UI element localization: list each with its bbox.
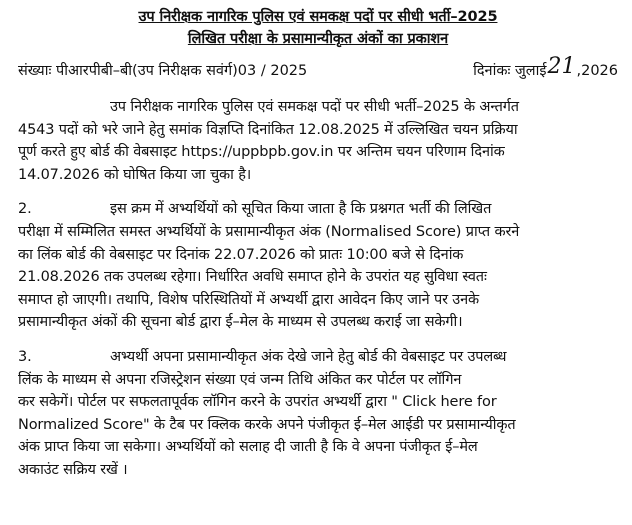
notice-meta — [18, 54, 618, 82]
paragraph-number: 2. — [18, 201, 32, 218]
paragraph-line: अकाउंट सक्रिय रखें । — [18, 461, 128, 478]
date-year: ,2026 — [576, 63, 618, 79]
handwritten-day: 21 — [547, 54, 576, 79]
paragraph-line: पूर्ण करते हुए बोर्ड की वेबसाइट https://uppbpb.gov.in पर अन्तिम चयन परिणाम दिनांक — [18, 144, 505, 161]
paragraph-line: उप निरीक्षक नागरिक पुलिस एवं समकक्ष पदों पर सीधी भर्ती–2025 के अन्तर्गत — [110, 99, 519, 115]
notice-date — [473, 54, 618, 82]
paragraph-number: 3. — [18, 348, 32, 365]
paragraph-line: परीक्षा में सम्मिलित समस्त अभ्यर्थियों के प्रसामान्यीकृत अंक (Normalised Score) प्राप्त करने — [18, 223, 520, 240]
paragraph-3 — [18, 346, 618, 482]
paragraph-line: प्रसामान्यीकृत अंकों की सूचना बोर्ड द्वारा ई–मेल के माध्यम से उपलब्ध कराई जा सकेगी। — [18, 314, 463, 331]
paragraph-2 — [18, 198, 618, 334]
paragraph-line: 21.08.2026 तक उपलब्ध रहेगा। निर्धारित अवधि समाप्त होने के उपरांत यह सुविधा स्वतः — [18, 269, 487, 286]
notice-title-line-1: उप निरीक्षक नागरिक पुलिस एवं समकक्ष पदों पर सीधी भर्ती–2025 — [138, 9, 498, 25]
paragraph-line: 4543 पदों को भरे जाने हेतु समांक विज्ञप्ति दिनांकित 12.08.2025 में उल्लिखित चयन प्रक्रिया — [18, 121, 518, 138]
paragraph-line: समाप्त हो जाएगी। तथापि, विशेष परिस्थितियों में अभ्यर्थी द्वारा आवेदन किए जाने पर उनके — [18, 291, 479, 308]
paragraph-line: अभ्यर्थी अपना प्रसामान्यीकृत अंक देखे जाने हेतु बोर्ड की वेबसाइट पर उपलब्ध — [110, 348, 507, 365]
paragraph-line: Normalized Score" के टैब पर क्लिक करके अपने पंजीकृत ई–मेल आईडी पर प्रसामान्यीकृत — [18, 416, 516, 433]
paragraph-1 — [18, 96, 618, 186]
paragraph-line: लिंक के माध्यम से अपना रजिस्ट्रेशन संख्या एवं जन्म तिथि अंकित कर पोर्टल पर लॉगिन — [18, 371, 462, 388]
date-label: दिनांकः जुलाई — [473, 63, 547, 79]
paragraph-line: इस क्रम में अभ्यर्थियों को सूचित किया जाता है कि प्रश्नगत भर्ती की लिखित — [110, 201, 492, 218]
paragraph-line: कर सकेगें। पोर्टल पर सफलतापूर्वक लॉगिन करने के उपरांत अभ्यर्थी द्वारा " Click here for — [18, 394, 497, 411]
paragraph-line: 14.07.2026 को घोषित किया जा चुका है। — [18, 166, 252, 183]
paragraph-line: का लिंक बोर्ड की वेबसाइट पर दिनांक 22.07.2026 को प्रातः 10:00 बजे से दिनांक — [18, 246, 464, 263]
notice-title-line-2: लिखित परीक्षा के प्रसामान्यीकृत अंकों का प्रकाशन — [187, 31, 449, 47]
paragraph-line: अंक प्राप्त किया जा सकेगा। अभ्यर्थियों को सलाह दी जाती है कि वे अपना पंजीकृत ई–मेल — [18, 439, 478, 456]
reference-number: संख्याः पीआरपीबी–बी(उप निरीक्षक सवंर्ग)03 / 2025 — [18, 63, 308, 79]
